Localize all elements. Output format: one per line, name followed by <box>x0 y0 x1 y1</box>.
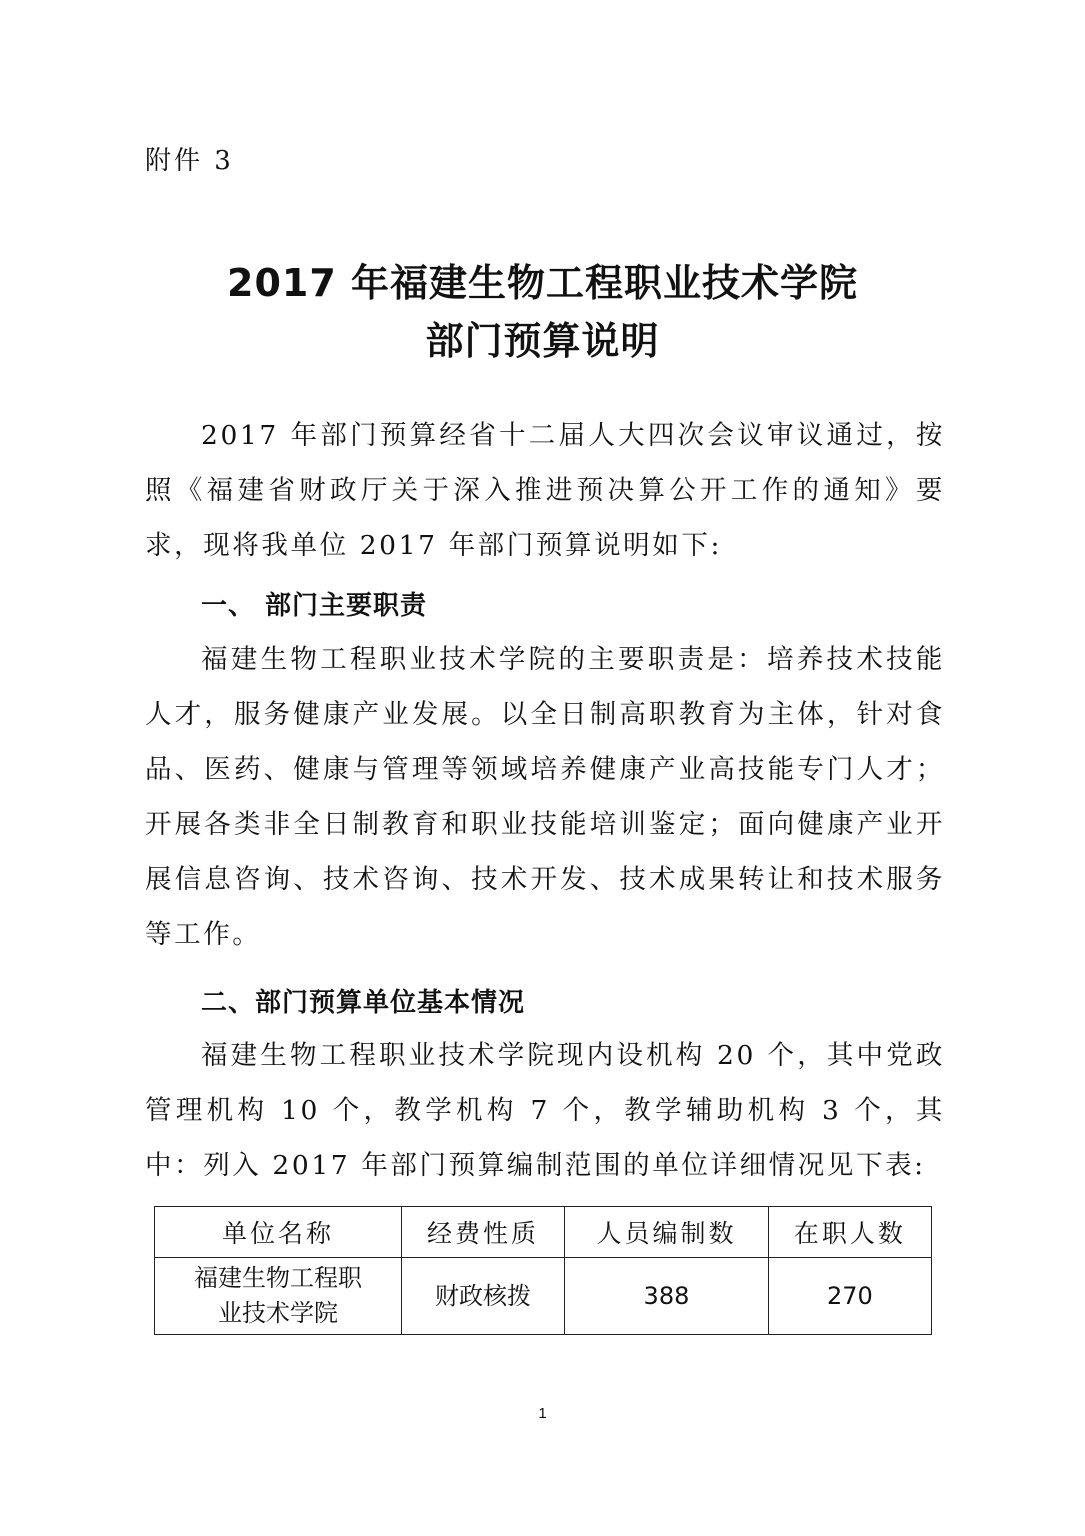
section2-body: 福建生物工程职业技术学院现内设机构 20 个，其中党政管理机构 10 个，教学机构 7 个，教学辅助机构 3 个，其中：列入 2017 年部门预算编制范围的单位详细情况见下表: <box>145 1040 945 1181</box>
cell-funding-type: 财政核拨 <box>401 1258 564 1335</box>
section1-heading: 一、 部门主要职责 <box>201 591 428 621</box>
page-number: 1 <box>538 1405 547 1422</box>
cell-current-staff: 270 <box>768 1258 931 1335</box>
section2-heading: 二、部门预算单位基本情况 <box>201 988 526 1018</box>
section1-body: 福建生物工程职业技术学院的主要职责是：培养技术技能人才，服务健康产业发展。以全日制高职教育为主体，针对食品、医药、健康与管理等领域培养健康产业高技能专门人才；开展各类非全日制教育和职业技能培训鉴定；面向健康产业开展信息咨询、技术咨询、技术开发、技术成果转让和技术服务等工作。 <box>145 644 945 950</box>
cell-unit-name <box>155 1258 402 1335</box>
table-row <box>155 1258 932 1335</box>
header-unit-name: 单位名称 <box>155 1207 402 1258</box>
table-header-row <box>155 1207 932 1258</box>
header-funding-type: 经费性质 <box>401 1207 564 1258</box>
document-title-line1: 2017 年福建生物工程职业技术学院 <box>227 261 858 305</box>
intro-paragraph: 2017 年部门预算经省十二届人大四次会议审议通过，按照《福建省财政厅关于深入推进预决算公开工作的通知》要求，现将我单位 2017 年部门预算说明如下: <box>145 420 945 561</box>
header-current-staff: 在职人数 <box>768 1207 931 1258</box>
unit-name-text: 福建生物工程职业技术学院 <box>193 1264 362 1327</box>
unit-info-table <box>154 1206 932 1335</box>
document-title-line2: 部门预算说明 <box>425 319 660 363</box>
cell-staff-quota: 388 <box>565 1258 769 1335</box>
header-staff-quota: 人员编制数 <box>565 1207 769 1258</box>
attachment-label: 附件 3 <box>145 146 234 176</box>
